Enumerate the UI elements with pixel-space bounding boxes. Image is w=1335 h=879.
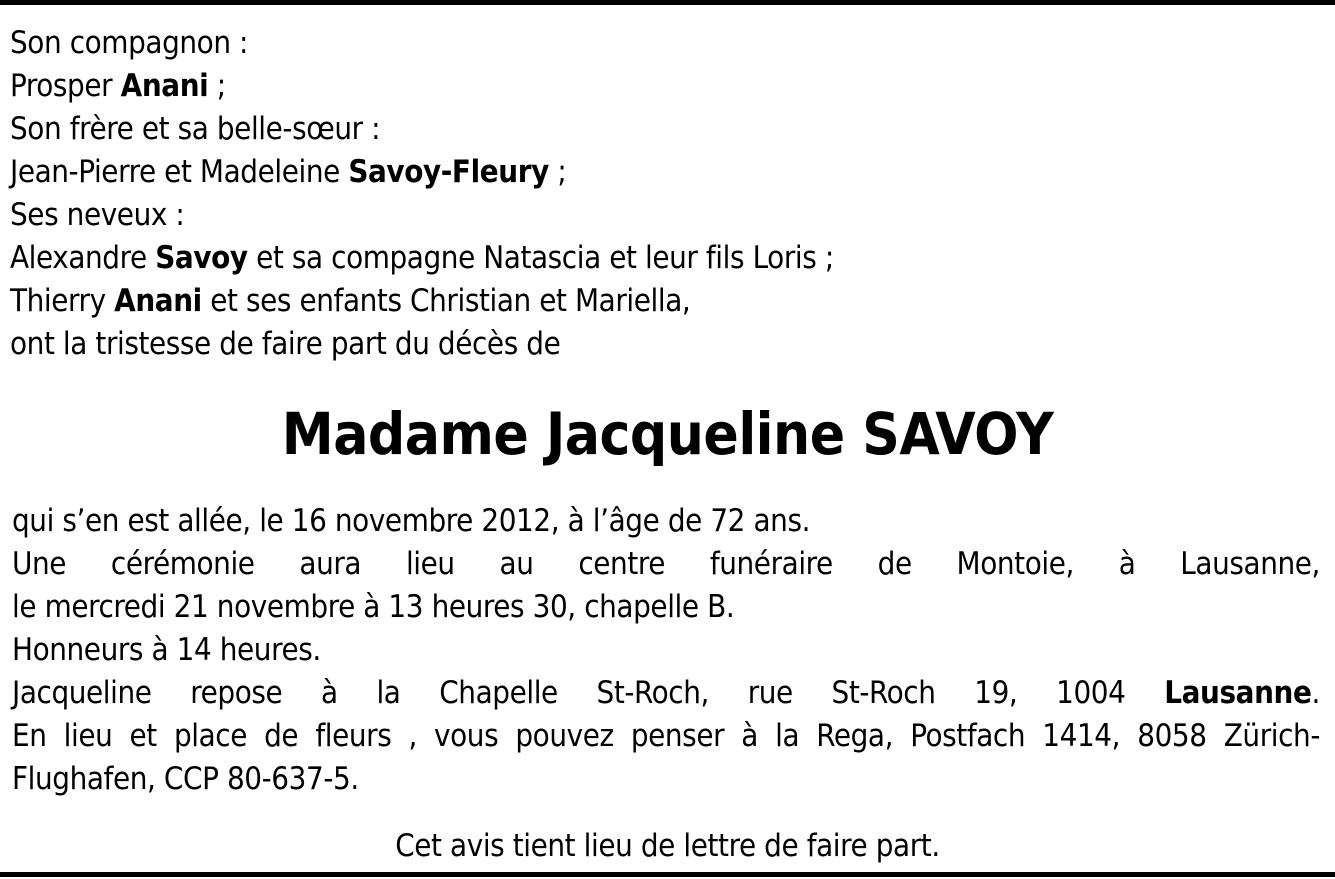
family-line-7 (10, 280, 834, 323)
family-detail: et sa compagne Natascia et leur fils Loris ; (247, 240, 834, 276)
repose-line (12, 672, 1320, 715)
announcement-intro: ont la tristesse de faire part du décès de (10, 326, 561, 362)
family-line-4 (10, 151, 834, 194)
surname: Savoy-Fleury (348, 154, 549, 190)
donation-line-2: Flughafen, CCP 80-637-5. (12, 761, 359, 797)
family-line-6 (10, 237, 834, 280)
announcement-body (12, 500, 1320, 801)
siblings-heading: Son frère et sa belle-sœur : (10, 111, 381, 147)
surname: Anani (120, 68, 209, 104)
family-line-3 (10, 108, 834, 151)
family-list (10, 22, 834, 366)
passing-date-line: qui s’en est allée, le 16 novembre 2012, à l’âge de 72 ans. (12, 503, 811, 539)
bottom-rule (0, 872, 1335, 877)
family-line-1 (10, 22, 834, 65)
surname: Savoy (155, 240, 248, 276)
family-detail: et ses enfants Christian et Mariella, (201, 283, 691, 319)
punctuation: ; (208, 68, 226, 104)
family-line-8 (10, 323, 834, 366)
nephews-heading: Ses neveux : (10, 197, 185, 233)
punctuation: ; (548, 154, 567, 190)
closing-note: Cet avis tient lieu de lettre de faire part. (395, 828, 940, 864)
first-name: Thierry (10, 283, 115, 319)
deceased-name-title: Madame Jacqueline SAVOY (281, 400, 1054, 468)
repose-city: Lausanne (1164, 675, 1312, 711)
family-line-5 (10, 194, 834, 237)
donation-line-1: En lieu et place de fleurs , vous pouvez penser à la Rega, Postfach 1414, 8058 Zürich- (12, 718, 1320, 754)
family-line-2 (10, 65, 834, 108)
companion-heading: Son compagnon : (10, 25, 249, 61)
punctuation: . (1311, 675, 1320, 711)
first-name: Prosper (10, 68, 121, 104)
first-names: Jean-Pierre et Madeleine (10, 154, 349, 190)
first-name: Alexandre (10, 240, 156, 276)
top-rule (0, 0, 1335, 5)
ceremony-line-2: le mercredi 21 novembre à 13 heures 30, chapelle B. (12, 589, 735, 625)
ceremony-line-1: Une cérémonie aura lieu au centre funéraire de Montoie, à Lausanne, (12, 546, 1320, 582)
repose-text: Jacqueline repose à la Chapelle St-Roch, rue St-Roch 19, 1004 (12, 675, 1165, 711)
surname: Anani (114, 283, 202, 319)
honours-line: Honneurs à 14 heures. (12, 632, 321, 668)
